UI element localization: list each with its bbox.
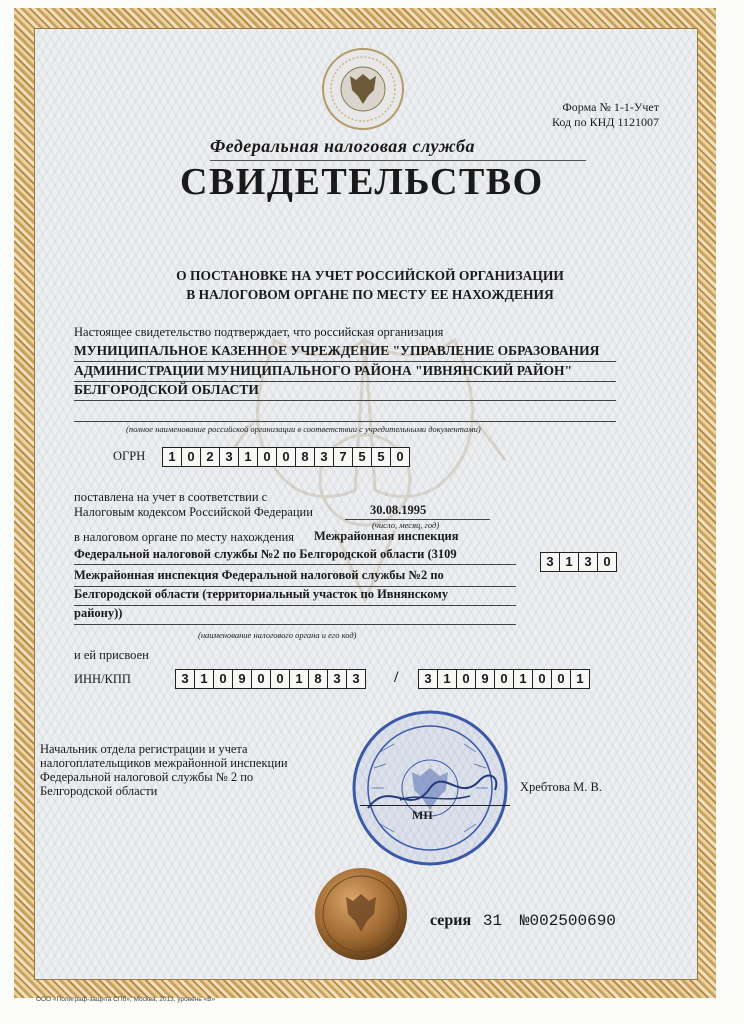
blank-number: 002500690 xyxy=(529,912,616,930)
assigned-label: и ей присвоен xyxy=(74,648,149,662)
digit-cell: 8 xyxy=(296,448,315,466)
digit-cell: 3 xyxy=(220,448,239,466)
issuing-authority: Федеральная налоговая служба xyxy=(210,136,475,156)
date-note: (число, месяц, год) xyxy=(372,520,440,530)
series-label: серия xyxy=(430,912,472,929)
signatory-position xyxy=(40,742,288,798)
digit-cell: 0 xyxy=(396,449,404,464)
signatory-name: Хребтова М. В. xyxy=(520,780,602,794)
digit-cell: 1 xyxy=(576,671,584,686)
inn-cells xyxy=(175,669,366,689)
underline xyxy=(74,564,516,565)
series-number xyxy=(430,912,616,930)
digit-cell: 0 xyxy=(277,448,296,466)
position-line: налогоплательщиков межрайонной инспекции xyxy=(40,756,288,770)
form-number xyxy=(549,100,659,130)
tax-office-note: (наименование налогового органа и его код) xyxy=(198,630,357,640)
printer-imprint: ООО «Полиграф-защита СПб», Москва, 2013, уровень «В» xyxy=(36,996,216,1003)
digit-cell: 3 xyxy=(176,670,195,688)
tax-office-line: Белгородской области (территориальный участок по Ивнянскому xyxy=(74,587,449,601)
digit-cell: 3 xyxy=(579,553,598,571)
digit-cell: 1 xyxy=(239,448,258,466)
ogrn-cells xyxy=(162,447,410,467)
coat-of-arms-emblem-icon xyxy=(320,46,406,132)
digit-cell: 1 xyxy=(514,670,533,688)
underline xyxy=(74,624,516,625)
position-line: Федеральной налоговой службы № 2 по xyxy=(40,770,254,784)
digit-cell: 0 xyxy=(533,670,552,688)
subtitle-line: В НАЛОГОВОМ ОРГАНЕ ПО МЕСТУ ЕЕ НАХОЖДЕНИЯ xyxy=(186,287,554,302)
inn-kpp-separator: / xyxy=(394,669,399,686)
digit-cell: 0 xyxy=(252,670,271,688)
digit-cell: 0 xyxy=(495,670,514,688)
digit-cell: 3 xyxy=(328,670,347,688)
digit-cell: 0 xyxy=(457,670,476,688)
digit-cell: 3 xyxy=(315,448,334,466)
digit-cell: 7 xyxy=(334,448,353,466)
kpp-cells xyxy=(418,669,590,689)
org-name-note: (полное наименование российской организации в соответствии с учредительными документами) xyxy=(126,424,481,434)
official-stamp-icon xyxy=(350,708,510,868)
tax-office-line: Федеральной налоговой службы №2 по Белгородской области (3109 xyxy=(74,547,457,561)
ogrn-label: ОГРН xyxy=(113,449,146,463)
bronze-seal-icon xyxy=(313,866,409,962)
digit-cell: 0 xyxy=(258,448,277,466)
digit-cell: 0 xyxy=(603,554,611,569)
form-number-line: Форма № 1-1-Учет xyxy=(562,100,659,114)
inn-kpp-label: ИНН/КПП xyxy=(74,672,131,686)
position-line: Начальник отдела регистрации и учета xyxy=(40,742,248,756)
tax-office-line: Межрайонная инспекция xyxy=(314,529,459,543)
tax-office-code-cells xyxy=(540,552,617,572)
digit-cell: 0 xyxy=(182,448,201,466)
org-name-line: МУНИЦИПАЛЬНОЕ КАЗЕННОЕ УЧРЕЖДЕНИЕ "УПРАВЛЕНИЕ ОБРАЗОВАНИЯ xyxy=(74,343,600,358)
signature-line xyxy=(360,805,510,806)
registration-line: поставлена на учет в соответствии с xyxy=(74,490,268,504)
subtitle-line: О ПОСТАНОВКЕ НА УЧЕТ РОССИЙСКОЙ ОРГАНИЗАЦИИ xyxy=(176,268,564,283)
digit-cell: 1 xyxy=(438,670,457,688)
digit-cell: 0 xyxy=(214,670,233,688)
underline xyxy=(74,361,616,362)
digit-cell: 3 xyxy=(419,670,438,688)
org-name-line: БЕЛГОРОДСКОЙ ОБЛАСТИ xyxy=(74,382,259,397)
digit-cell: 3 xyxy=(352,671,360,686)
tax-office-line: району)) xyxy=(74,606,123,620)
underline xyxy=(74,421,616,422)
seal-place-label: МП xyxy=(412,808,433,822)
digit-cell: 1 xyxy=(290,670,309,688)
underline xyxy=(74,400,616,401)
number-prefix: № xyxy=(519,912,530,930)
knd-code-line: Код по КНД 1121007 xyxy=(552,115,659,129)
digit-cell: 3 xyxy=(541,553,560,571)
tax-office-line: Межрайонная инспекция Федеральной налоговой службы №2 по xyxy=(74,568,444,582)
digit-cell: 5 xyxy=(353,448,372,466)
digit-cell: 1 xyxy=(560,553,579,571)
series-value: 31 xyxy=(482,912,503,930)
digit-cell: 0 xyxy=(271,670,290,688)
digit-cell: 1 xyxy=(195,670,214,688)
digit-cell: 1 xyxy=(163,448,182,466)
registration-line: Налоговым кодексом Российской Федерации xyxy=(74,505,313,519)
org-name-line: АДМИНИСТРАЦИИ МУНИЦИПАЛЬНОГО РАЙОНА "ИВНЯНСКИЙ РАЙОН" xyxy=(74,363,573,378)
registration-date: 30.08.1995 xyxy=(370,503,427,517)
document-subtitle xyxy=(100,266,640,304)
digit-cell: 2 xyxy=(201,448,220,466)
digit-cell: 8 xyxy=(309,670,328,688)
digit-cell: 5 xyxy=(372,448,391,466)
digit-cell: 9 xyxy=(233,670,252,688)
document-title: СВИДЕТЕЛЬСТВО xyxy=(180,161,544,203)
digit-cell: 9 xyxy=(476,670,495,688)
registration-line: в налоговом органе по месту нахождения xyxy=(74,530,295,544)
underline xyxy=(74,605,516,606)
org-intro: Настоящее свидетельство подтверждает, что российская организация xyxy=(74,325,444,339)
position-line: Белгородской области xyxy=(40,784,158,798)
digit-cell: 0 xyxy=(552,670,571,688)
